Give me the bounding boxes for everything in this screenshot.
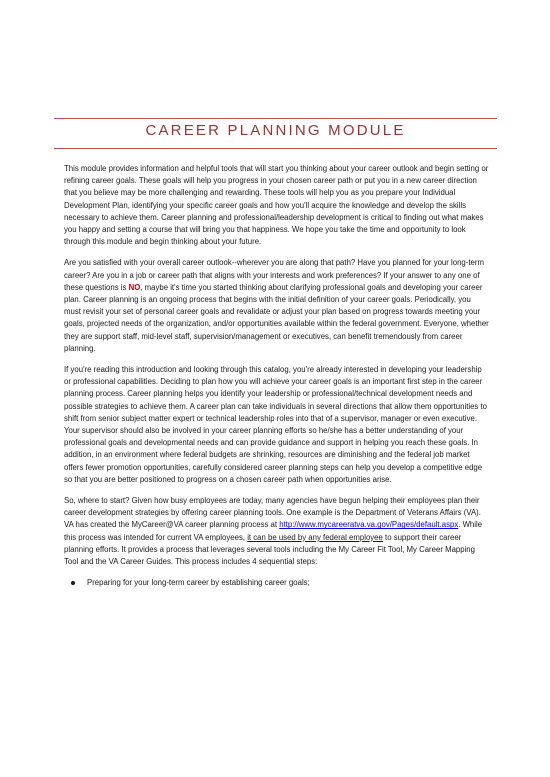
- steps-list: [64, 577, 489, 589]
- paragraph-questions: [64, 257, 489, 355]
- paragraph-intro: This module provides information and helpful tools that will start you thinking about your career outlook and begin setting or refining career goals. These goals will help you progress in your chosen career path or put you in a new career direction that you believe may be more challenging and rewarding. These tools will help you as you prepare your Individual Development Plan, identifying your specific career goals and how you'll acquire the knowledge and develop the skills necessary to achieve them. Career planning and professional/leadership development is critical to finding out what makes you happy and setting a course that will bring you that happiness. We hope you take the time and opportunity to look through this module and begin thinking about your future.: [64, 164, 489, 247]
- document-body: [64, 163, 489, 590]
- title-top-rule: [54, 118, 497, 119]
- paragraph-questions-text-b: , maybe it's time you started thinking about clarifying professional goals and developing your career plan. Career planning is an ongoing process that begins with the initial definition of your career goals. Periodically, you must revisit your set of personal career goals and revalidate or adjust your plan based on progress towards meeting your goals, projected needs of the organization, and/or opportunities available within the federal government. Everyone, whether they are support staff, mid-level staff, supervision/management or executives, can benefit tremendously from career planning.: [64, 282, 489, 353]
- list-item: Preparing for your long-term career by establishing career goals;: [64, 577, 489, 589]
- paragraph-start-text-c: to support their career planning efforts. It provides a process that leverages several tools including the My Career Fit Tool, My Career Mapping Tool and the VA Career Guides. This process includes 4 sequential steps:: [64, 532, 475, 567]
- page-title: CAREER PLANNING MODULE: [145, 122, 406, 139]
- paragraph-start-text-a: So, where to start? Given how busy employees are today, many agencies have begun helping their employees plan their career development strategies by offering career planning tools. One example is the Department of Veterans Affairs (VA). VA has created the MyCareer@VA career planning process at: [64, 496, 481, 530]
- emphasis-no: NO: [128, 282, 141, 292]
- paragraph-catalog: If you're reading this introduction and looking through this catalog, you're already interested in developing your leadership or professional capabilities. Deciding to plan how you will achieve your career goals is an important first step in the career planning process. Career planning helps you identify your leadership or professional/technical development needs and possible strategies to achieve them. A career plan can take individuals in several directions that allow them opportunities to shift from senior subject matter expert or technical leadership roles into that of a supervisor, manager or even executive. Your supervisor should also be involved in your career planning efforts so he/she has a better understanding of your professional goals and developmental needs and can provide guidance and support in helping you reach these goals. In addition, in an environment where federal budgets are shrinking, resources are diminishing and the federal job market offers fewer promotion opportunities, carefully considered career planning steps can help you develop a competitive edge so that you are better positioned to progress on a chosen career path when opportunities arise.: [64, 365, 487, 484]
- paragraph-questions-text-a: Are you satisfied with your overall career outlook--wherever you are along that path? Have you planned for your long-term career? Are you in a job or career path that aligns with your interests and work preferences? If your answer to any one of these questions is: [64, 258, 484, 292]
- mycareer-link[interactable]: http://www.mycareeratva.va.gov/Pages/default.aspx: [279, 520, 459, 530]
- title-bottom-rule: [54, 148, 497, 149]
- paragraph-where-to-start: [64, 495, 489, 568]
- underlined-phrase: it can be used by any federal employee: [247, 532, 383, 542]
- paragraph-start-text-b: . While this process was intended for current VA employees,: [64, 520, 483, 542]
